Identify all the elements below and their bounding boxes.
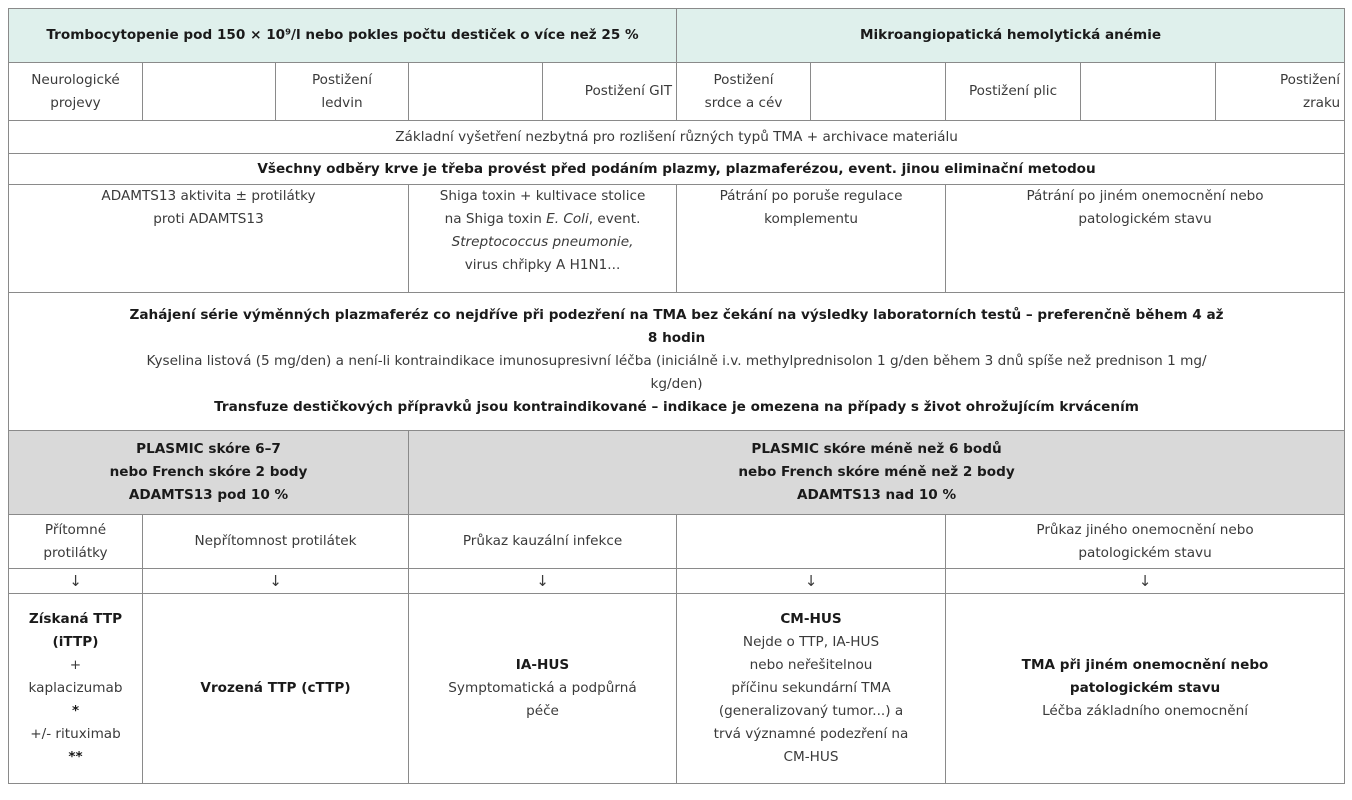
- diagnosis-cttp: Vrozená TTP (cTTP): [143, 594, 409, 784]
- organ-empty-1: [143, 63, 276, 121]
- organ-empty-3: [811, 63, 946, 121]
- score-low: PLASMIC skóre méně než 6 bodů nebo French skóre méně než 2 body ADAMTS13 nad 10 %: [409, 431, 1345, 515]
- basic-exam-note: Základní vyšetření nezbytná pro rozlišení různých typů TMA + archivace materiálu: [9, 121, 1345, 154]
- plasma-exchange-row: [9, 293, 1345, 431]
- findings-row: [9, 515, 1345, 569]
- organ-eyes: Postižení zraku: [1216, 63, 1345, 121]
- arrow-down-icon: ↓: [9, 569, 143, 594]
- diagnosis-cm-hus: CM-HUS Nejde o TTP, IA-HUS nebo neřešitelnou příčinu sekundární TMA (generalizovaný tumor...) a trvá významné podezření na CM-HUS: [677, 594, 946, 784]
- arrow-down-icon: ↓: [677, 569, 946, 594]
- tma-algorithm-table: [8, 8, 1345, 784]
- organ-heart: Postižení srdce a cév: [677, 63, 811, 121]
- organ-neuro: Neurologické projevy: [9, 63, 143, 121]
- arrow-down-icon: ↓: [143, 569, 409, 594]
- organ-lungs: Postižení plic: [946, 63, 1081, 121]
- diagnosis-ittp: Získaná TTP (iTTP) + kaplacizumab * +/- rituximab **: [9, 594, 143, 784]
- scores-row: [9, 431, 1345, 515]
- blood-note-row: [9, 154, 1345, 185]
- basic-exam-row: [9, 121, 1345, 154]
- organ-row: [9, 63, 1345, 121]
- blood-sampling-note: Všechny odběry krve je třeba provést před podáním plazmy, plazmaferézou, event. jinou eliminační metodou: [9, 154, 1345, 185]
- arrow-down-icon: ↓: [409, 569, 677, 594]
- finding-other-disease: Průkaz jiného onemocnění nebo patologickém stavu: [946, 515, 1345, 569]
- organ-kidney: Postižení ledvin: [276, 63, 409, 121]
- diagnosis-ia-hus: IA-HUS Symptomatická a podpůrná péče: [409, 594, 677, 784]
- test-complement: Pátrání po poruše regulace komplementu: [677, 185, 946, 293]
- score-high: PLASMIC skóre 6–7 nebo French skóre 2 body ADAMTS13 pod 10 %: [9, 431, 409, 515]
- organ-empty-2: [409, 63, 543, 121]
- header-row: [9, 9, 1345, 63]
- finding-empty: [677, 515, 946, 569]
- plasma-exchange-cell: Zahájení série výměnných plazmaferéz co nejdříve při podezření na TMA bez čekání na výsledky laboratorních testů – preferenčně během 4 až 8 hodin Kyselina listová (5 mg/den) a není-li kontraindikace imunosupresivní léčba (iniciálně i.v. methylprednisolon 1 g/den během 3 dnů spíše než prednison 1 mg/ kg/den) Transfuze destičkových přípravků jsou kontraindikované – indikace je omezena na případy s život ohrožujícím krvácením: [9, 293, 1345, 431]
- test-adamts13: ADAMTS13 aktivita ± protilátky proti ADAMTS13: [9, 185, 409, 293]
- arrows-row: [9, 569, 1345, 594]
- test-shiga-toxin: Shiga toxin + kultivace stolice na Shiga toxin E. Coli, event. Streptococcus pneumonie, virus chřipky A H1N1...: [409, 185, 677, 293]
- organ-empty-4: [1081, 63, 1216, 121]
- finding-antibodies: Přítomné protilátky: [9, 515, 143, 569]
- mah-anemia-header: Mikroangiopatická hemolytická anémie: [677, 9, 1345, 63]
- diagnosis-tma-other: TMA při jiném onemocnění nebo patologickém stavu Léčba základního onemocnění: [946, 594, 1345, 784]
- finding-no-antibodies: Nepřítomnost protilátek: [143, 515, 409, 569]
- finding-infection: Průkaz kauzální infekce: [409, 515, 677, 569]
- tests-row: [9, 185, 1345, 293]
- organ-git: Postižení GIT: [543, 63, 677, 121]
- arrow-down-icon: ↓: [946, 569, 1345, 594]
- thrombocytopenia-header: Trombocytopenie pod 150 × 10⁹/l nebo pokles počtu destiček o více než 25 %: [9, 9, 677, 63]
- diagnoses-row: [9, 594, 1345, 784]
- test-other-disease: Pátrání po jiném onemocnění nebo patologickém stavu: [946, 185, 1345, 293]
